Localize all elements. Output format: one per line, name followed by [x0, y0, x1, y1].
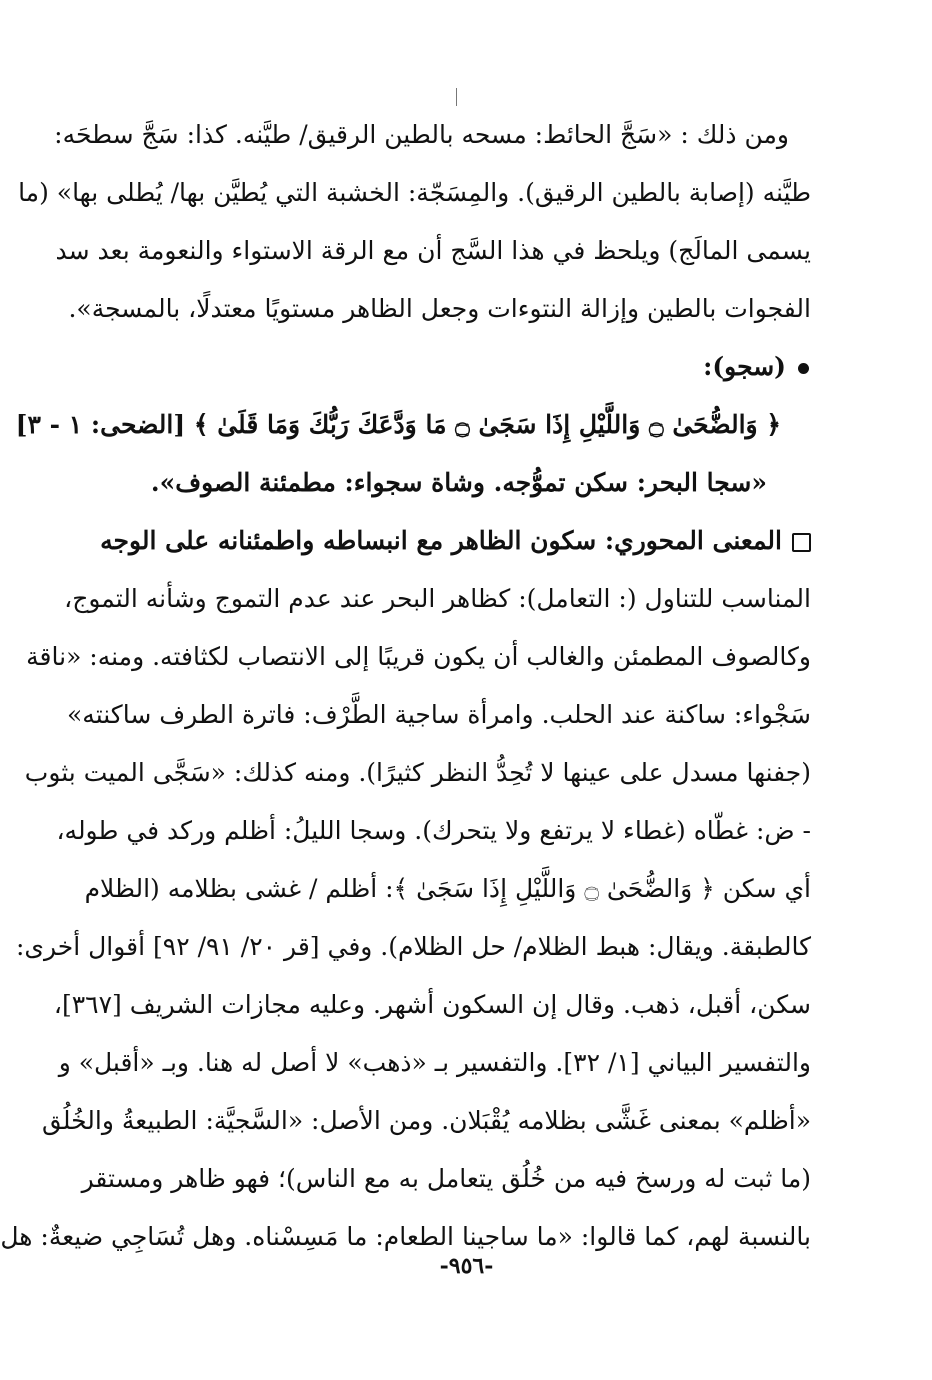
axial-meaning-text: المعنى المحوري: سكون الظاهر مع انبساطه واطمئنانه على الوجه — [100, 526, 782, 555]
bullet-icon — [798, 363, 809, 374]
bullet-heading-line — [119, 338, 811, 396]
text-line-axial — [100, 512, 811, 570]
text-line: المناسب للتناول (: التعامل): كظاهر البحر عند عدم التموج وشأنه التموج، — [64, 584, 811, 613]
text-line: وكالصوف المطمئن والغالب أن يكون قريبًا إلى الانتصاب لكثافته. ومنه: «ناقة — [26, 642, 811, 671]
square-icon — [792, 533, 811, 552]
text-line: (ما ثبت له ورسخ فيه من خُلُق يتعامل به مع الناس)؛ فهو ظاهر ومستقر — [81, 1164, 811, 1193]
text-line: يسمى المالَج) ويلحظ في هذا السَّج أن مع الرقة الاستواء والنعومة بعد سد — [55, 236, 811, 265]
bullet-heading: (سجو): — [703, 352, 786, 381]
text-line: طيَّنه (إصابة بالطين الرقيق). والمِسَجّة: الخشبة التي يُطيَّن بها/ يُطلى بها» (ما — [18, 178, 811, 207]
text-line: الفجوات بالطين وإزالة النتوءات وجعل الظاهر مستويًا معتدلًا، بالمسجة». — [68, 294, 811, 323]
text-line: بالنسبة لهم، كما قالوا: «ما ساجينا الطعام: ما مَسِسْناه. وهل تُسَاجِي ضيعةٌ: هل — [0, 1222, 811, 1251]
page-number: -٩٥٦- — [439, 1253, 494, 1279]
book-page — [1, 0, 932, 1380]
text-line: كالطبقة. ويقال: هبط الظلام/ حل الظلام). وفي [قر ٢٠/ ٩١/ ٩٢] أقوال أخرى: — [16, 932, 811, 961]
text-line: أي سكن ﴿ وَالضُّحَىٰ ۝ وَاللَّيْلِ إِذَا سَجَىٰ ﴾: أظلم / غشى بظلامه (الظلام — [84, 874, 811, 903]
text-block — [0, 106, 811, 1266]
text-line: «أظلم» بمعنى غَشَّى بظلامه يُقْبَلان. ومن الأصل: «السَّجيَّة: الطبيعةُ والخُلُق — [42, 1106, 811, 1135]
text-line: - ض: غطّاه (غطاء لا يرتفع ولا يتحرك). وسجا الليلُ: أظلم وركد في طوله، — [56, 816, 811, 845]
text-line: ومن ذلك : «سَجَّ الحائط: مسحه بالطين الرقيق/ طيَّنه. كذا: سَجَّ سطحَه: — [54, 120, 789, 149]
text-line: (جفنها مسدل على عينها لا تُحِدُّ النظر كثيرًا). ومنه كذلك: «سَجَّى الميت بثوب — [24, 758, 811, 787]
quote-line: «سجا البحر: سكن تموُّجه. وشاة سجواء: مطمئنة الصوف». — [150, 468, 767, 497]
verse-line: ﴿ وَالضُّحَىٰ ۝ وَاللَّيْلِ إِذَا سَجَىٰ ۝ مَا وَدَّعَكَ رَبُّكَ وَمَا قَلَىٰ ﴾ [الضحى: ١ - ٣] — [15, 410, 781, 439]
text-line: سكن، أقبل، ذهب. وقال إن السكون أشهر. وعليه مجازات الشريف [٣٦٧]، — [53, 990, 811, 1019]
text-line: سَجْواء: ساكنة عند الحلب. وامرأة ساجية الطَّرْف: فاترة الطرف ساكنته» — [67, 700, 811, 729]
top-mark — [456, 88, 457, 106]
text-line: والتفسير البياني [١/ ٣٢]. والتفسير بـ «ذهب» لا أصل له هنا. وبـ «أقبل» و — [58, 1048, 811, 1077]
